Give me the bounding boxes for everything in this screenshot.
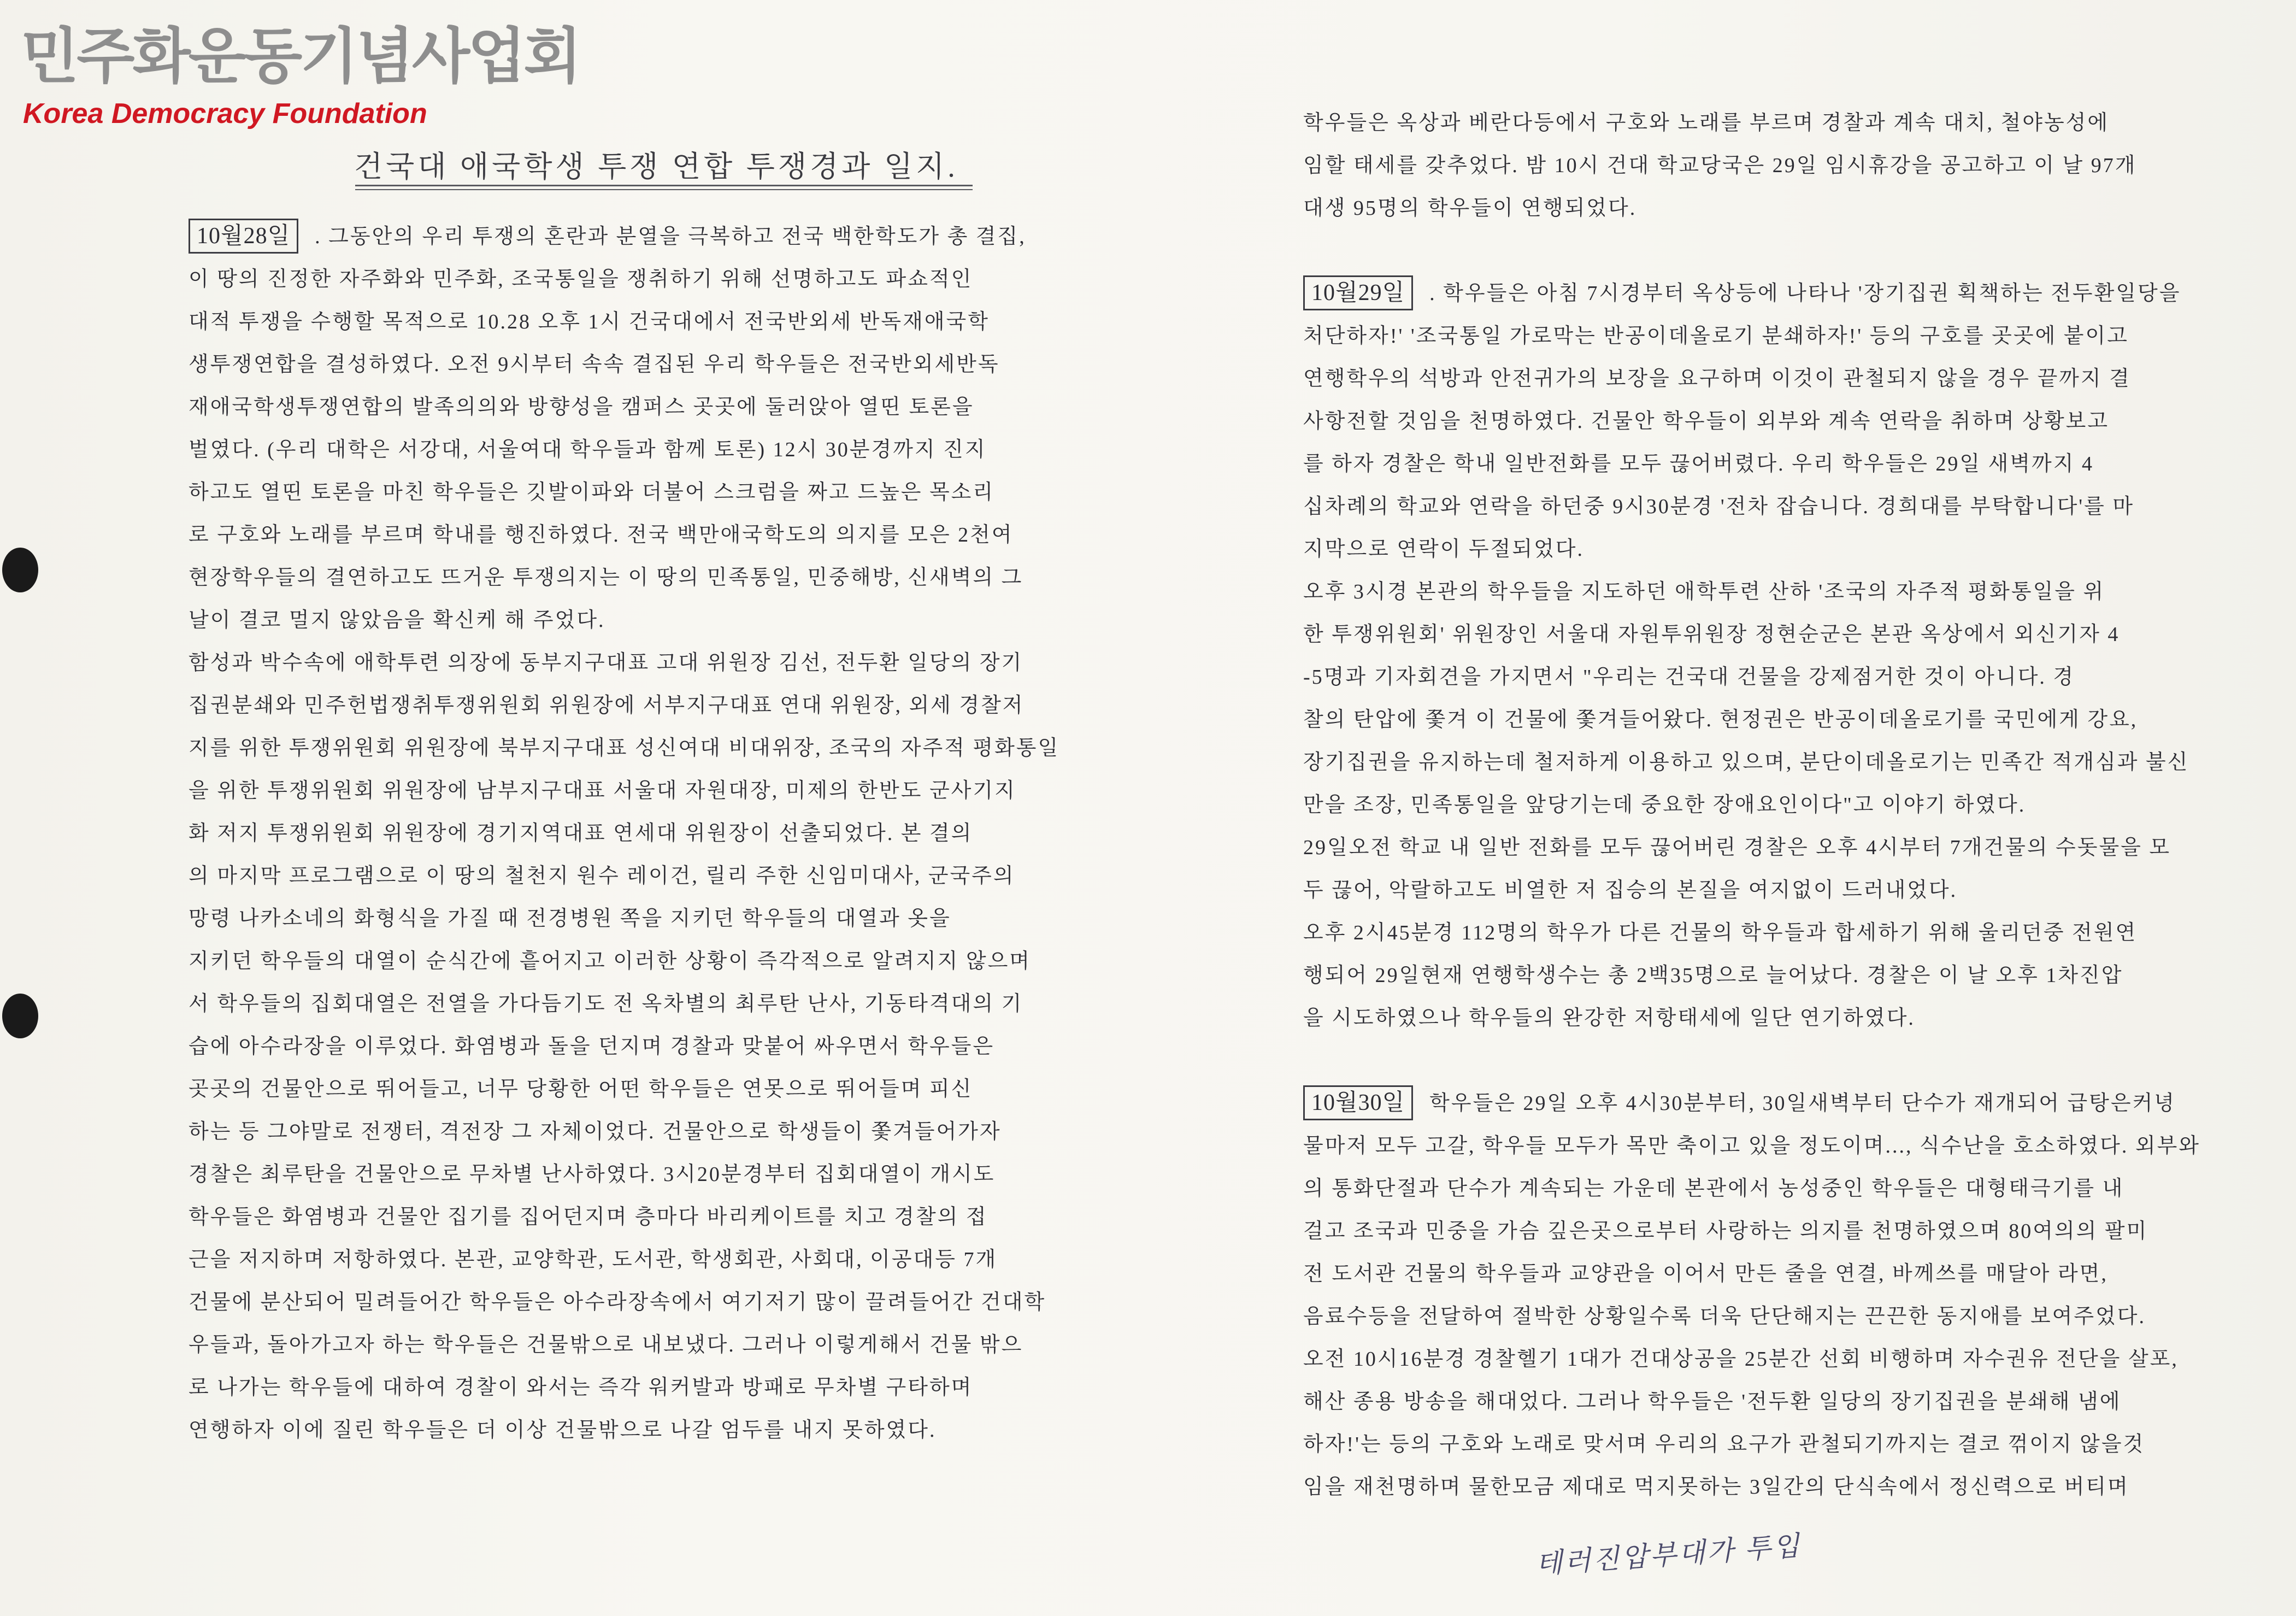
line-text: 생투쟁연합을 결성하였다. 오전 9시부터 속속 결집된 우리 학우들은 전국반외세반독 <box>189 353 1000 376</box>
text-line <box>189 471 1167 514</box>
text-line <box>1303 1423 2281 1466</box>
text-line <box>189 1238 1167 1281</box>
line-text: . 학우들은 아침 7시경부터 옥상등에 나타나 '장기집권 획책하는 전두환일당을 <box>1429 282 2181 305</box>
text-line <box>1303 826 2281 869</box>
line-text: 물마저 모두 고갈, 학우들 모두가 목만 축이고 있을 정도이며..., 식수난을 호소하였다. 외부와 <box>1303 1135 2200 1157</box>
line-text: 오후 3시경 본관의 학우들을 지도하던 애학투련 산하 '조국의 자주적 평화통일을 위 <box>1303 580 2105 603</box>
line-text: 을 시도하였으나 학우들의 완강한 저항태세에 일단 연기하였다. <box>1303 1007 1915 1030</box>
line-text: 망령 나카소네의 화형식을 가질 때 전경병원 쪽을 지키던 학우들의 대열과 옷을 <box>189 907 951 930</box>
line-text: 곳곳의 건물안으로 뛰어들고, 너무 당황한 어떤 학우들은 연못으로 뛰어들며 피신 <box>189 1078 973 1101</box>
text-line <box>1303 656 2281 698</box>
text-line <box>1303 102 2281 144</box>
text-line <box>1303 528 2281 571</box>
line-text: 학우들은 옥상과 베란다등에서 구호와 노래를 부르며 경찰과 계속 대치, 철야농성에 <box>1303 111 2110 134</box>
text-line <box>1303 1253 2281 1295</box>
text-line <box>1303 315 2281 357</box>
date-box: 10월28일 <box>189 219 298 254</box>
line-text: 하는 등 그야말로 전쟁터, 격전장 그 자체이었다. 건물안으로 학생들이 쫓겨들어가자 <box>189 1120 1002 1143</box>
line-text: 연행하자 이에 질린 학우들은 더 이상 건물밖으로 나갈 엄두를 내지 못하였다. <box>189 1419 937 1442</box>
text-line <box>1303 1210 2281 1253</box>
foundation-logo-korean: 민주화운동기념사업회 <box>21 21 580 91</box>
binder-hole <box>2 548 38 592</box>
text-line <box>189 642 1167 684</box>
line-text: 서 학우들의 집회대열은 전열을 가다듬기도 전 옥차별의 최루탄 난사, 기동타격대의 기 <box>189 992 1023 1015</box>
line-text: 사항전할 것임을 천명하였다. 건물안 학우들이 외부와 계속 연락을 취하며 상황보고 <box>1303 410 2110 433</box>
date-box: 10월30일 <box>1303 1085 1413 1120</box>
handwritten-annotation: 테러진압부대가 투입 <box>1534 1530 1803 1579</box>
text-line <box>1303 571 2281 613</box>
line-text: 건물에 분산되어 밀려들어간 학우들은 아수라장속에서 여기저기 많이 끌려들어간 건대학 <box>189 1291 1046 1314</box>
line-text: 대생 95명의 학우들이 연행되었다. <box>1303 197 1637 220</box>
text-line <box>1303 613 2281 656</box>
line-text: 현장학우들의 결연하고도 뜨거운 투쟁의지는 이 땅의 민족통일, 민중해방, 신새벽의 그 <box>189 566 1023 589</box>
text-line <box>1303 187 2281 230</box>
text-line <box>1303 485 2281 528</box>
line-text: 지키던 학우들의 대열이 순식간에 흩어지고 이러한 상황이 즉각적으로 알려지지 않으며 <box>189 950 1031 973</box>
left-column <box>189 215 1167 1452</box>
document-title: 건국대 애국학생 투쟁 연합 투쟁경과 일지. <box>354 150 958 183</box>
text-line <box>1303 784 2281 826</box>
line-text: 재애국학생투쟁연합의 발족의의와 방향성을 캠퍼스 곳곳에 둘러앉아 열띤 토론을 <box>189 396 974 419</box>
text-line <box>1303 954 2281 997</box>
text-line <box>189 1281 1167 1324</box>
line-text: 장기집권을 유지하는데 철저하게 이용하고 있으며, 분단이데올로기는 민족간 적개심과 불신 <box>1303 751 2189 774</box>
line-text: 습에 아수라장을 이루었다. 화염병과 돌을 던지며 경찰과 맞붙어 싸우면서 학우들은 <box>189 1035 995 1058</box>
line-text: 이 땅의 진정한 자주화와 민주화, 조국통일을 쟁취하기 위해 선명하고도 파쇼적인 <box>189 268 973 291</box>
line-text: 연행학우의 석방과 안전귀가의 보장을 요구하며 이것이 관철되지 않을 경우 끝까지 결 <box>1303 367 2131 390</box>
text-line <box>189 855 1167 897</box>
line-text: 함성과 박수속에 애학투련 의장에 동부지구대표 고대 위원장 김선, 전두환 일당의 장기 <box>189 651 1023 674</box>
text-line <box>189 1409 1167 1452</box>
text-line <box>189 343 1167 386</box>
text-line <box>1303 741 2281 784</box>
line-text: 를 하자 경찰은 학내 일반전화를 모두 끊어버렸다. 우리 학우들은 29일 새벽까지 4 <box>1303 453 2094 475</box>
text-line <box>189 258 1167 301</box>
line-text: 학우들은 화염병과 건물안 집기를 집어던지며 층마다 바리케이트를 치고 경찰의 접 <box>189 1206 988 1229</box>
text-line <box>189 1110 1167 1153</box>
text-line <box>189 1025 1167 1068</box>
line-text: . 그동안의 우리 투쟁의 혼란과 분열을 극복하고 전국 백한학도가 총 결집, <box>315 225 1026 248</box>
line-text: 찰의 탄압에 쫓겨 이 건물에 쫓겨들어왔다. 현정권은 반공이데올로기를 국민에게 강요, <box>1303 708 2138 731</box>
text-line <box>1303 1466 2281 1508</box>
text-line <box>1303 1082 2281 1125</box>
text-line <box>189 1366 1167 1409</box>
line-text: 벌였다. (우리 대학은 서강대, 서울여대 학우들과 함께 토론) 12시 30분경까지 진지 <box>189 438 987 461</box>
line-text: 음료수등을 전달하여 절박한 상황일수록 더욱 단단해지는 끈끈한 동지애를 보여주었다. <box>1303 1305 2146 1328</box>
text-line <box>189 769 1167 812</box>
text-line <box>189 599 1167 642</box>
line-text: 날이 결코 멀지 않았음을 확신케 해 주었다. <box>189 609 605 632</box>
line-text: 한 투쟁위원회' 위원장인 서울대 자원투위원장 정현순군은 본관 옥상에서 외신기자 4 <box>1303 623 2120 646</box>
text-line <box>189 940 1167 983</box>
title-underline <box>355 189 973 190</box>
line-text: 하고도 열띤 토론을 마친 학우들은 깃발이파와 더불어 스크럼을 짜고 드높은 목소리 <box>189 481 995 504</box>
text-line <box>189 1153 1167 1196</box>
line-text: 걸고 조국과 민중을 가슴 깊은곳으로부터 사랑하는 의지를 천명하였으며 80여의의 팔미 <box>1303 1220 2148 1243</box>
line-text: 의 통화단절과 단수가 계속되는 가운데 본관에서 농성중인 학우들은 대형태극기를 내 <box>1303 1177 2124 1200</box>
text-line <box>1303 912 2281 954</box>
line-text: 두 끊어, 악랄하고도 비열한 저 집승의 본질을 여지없이 드러내었다. <box>1303 879 1958 902</box>
text-line <box>1303 1167 2281 1210</box>
text-line <box>189 301 1167 343</box>
line-text: 행되어 29일현재 연행학생수는 총 2백35명으로 늘어났다. 경찰은 이 날 오후 1차진압 <box>1303 964 2123 987</box>
right-column <box>1303 102 2281 1508</box>
title-underline <box>355 185 973 186</box>
text-line <box>1303 400 2281 443</box>
text-line <box>189 812 1167 855</box>
text-line <box>189 983 1167 1025</box>
text-line <box>1303 1380 2281 1423</box>
text-line <box>189 684 1167 727</box>
text-line <box>1303 144 2281 187</box>
text-line <box>1303 1295 2281 1338</box>
line-text: 처단하자!' '조국통일 가로막는 반공이데올로기 분쇄하자!' 등의 구호를 곳곳에 붙이고 <box>1303 325 2129 348</box>
text-line <box>189 1068 1167 1110</box>
line-text: 전 도서관 건물의 학우들과 교양관을 이어서 만든 줄을 연결, 바께쓰를 매달아 라면, <box>1303 1262 2108 1285</box>
line-text: 로 나가는 학우들에 대하여 경찰이 와서는 즉각 워커발과 방패로 무차별 구타하며 <box>189 1376 973 1399</box>
text-line <box>1303 997 2281 1039</box>
text-line <box>189 386 1167 428</box>
line-text: 임을 재천명하며 물한모금 제대로 먹지못하는 3일간의 단식속에서 정신력으로 버티며 <box>1303 1476 2129 1499</box>
line-text: 십차례의 학교와 연락을 하던중 9시30분경 '전차 잡습니다. 경희대를 부탁합니다'를 마 <box>1303 495 2135 518</box>
line-text: 오전 10시16분경 경찰헬기 1대가 건대상공을 25분간 선회 비행하며 자수권유 전단을 살포, <box>1303 1348 2179 1371</box>
line-text: 의 마지막 프로그램으로 이 땅의 철천지 원수 레이건, 릴리 주한 신임미대사, 군국주의 <box>189 865 1015 888</box>
text-line <box>189 514 1167 556</box>
foundation-logo-english: Korea Democracy Foundation <box>23 98 427 130</box>
line-text: 집권분쇄와 민주헌법쟁취투쟁위원회 위원장에 서부지구대표 연대 위원장, 외세 경찰저 <box>189 694 1025 717</box>
text-line <box>1303 1338 2281 1380</box>
date-box: 10월29일 <box>1303 275 1413 310</box>
line-text: 만을 조장, 민족통일을 앞당기는데 중요한 장애요인이다"고 이야기 하였다. <box>1303 794 2026 816</box>
line-text: 경찰은 최루탄을 건물안으로 무차별 난사하였다. 3시20분경부터 집회대열이 개시도 <box>189 1163 996 1186</box>
binder-hole <box>2 994 38 1038</box>
line-text: 근을 저지하며 저항하였다. 본관, 교양학관, 도서관, 학생회관, 사회대, 이공대등 7개 <box>189 1248 998 1271</box>
text-line <box>1303 1125 2281 1167</box>
line-text: 지막으로 연락이 두절되었다. <box>1303 538 1584 561</box>
text-line <box>1303 443 2281 485</box>
line-text: -5명과 기자회견을 가지면서 "우리는 건국대 건물을 강제점거한 것이 아니다. 경 <box>1303 666 2075 689</box>
line-text: 대적 투쟁을 수행할 목적으로 10.28 오후 1시 건국대에서 전국반외세 반독재애국학 <box>189 310 990 333</box>
line-text: 임할 태세를 갖추었다. 밤 10시 건대 학교당국은 29일 임시휴강을 공고하고 이 날 97개 <box>1303 154 2137 177</box>
text-line <box>1303 698 2281 741</box>
text-line <box>189 727 1167 769</box>
text-line <box>1303 1039 2281 1082</box>
line-text: 29일오전 학교 내 일반 전화를 모두 끊어버린 경찰은 오후 4시부터 7개건물의 수돗물을 모 <box>1303 836 2171 859</box>
line-text: 우들과, 돌아가고자 하는 학우들은 건물밖으로 내보냈다. 그러나 이렇게해서 건물 밖으 <box>189 1333 1023 1356</box>
text-line <box>1303 272 2281 315</box>
text-line <box>1303 230 2281 272</box>
line-text: 학우들은 29일 오후 4시30분부터, 30일새벽부터 단수가 재개되어 급탕은커녕 <box>1429 1092 2176 1115</box>
text-line <box>189 1324 1167 1366</box>
text-line <box>1303 357 2281 400</box>
line-text: 화 저지 투쟁위원회 위원장에 경기지역대표 연세대 위원장이 선출되었다. 본 결의 <box>189 822 973 845</box>
line-text: 해산 종용 방송을 해대었다. 그러나 학우들은 '전두환 일당의 장기집권을 분쇄해 냄에 <box>1303 1390 2122 1413</box>
line-text: 하자!'는 등의 구호와 노래로 맞서며 우리의 요구가 관철되기까지는 결코 꺾이지 않을것 <box>1303 1433 2145 1456</box>
line-text: 지를 위한 투쟁위원회 위원장에 북부지구대표 성신여대 비대위장, 조국의 자주적 평화통일 <box>189 737 1060 760</box>
text-line <box>189 215 1167 258</box>
text-line <box>189 556 1167 599</box>
line-text: 오후 2시45분경 112명의 학우가 다른 건물의 학우들과 합세하기 위해 울리던중 전원연 <box>1303 921 2138 944</box>
text-line <box>189 428 1167 471</box>
text-line <box>1303 869 2281 912</box>
text-line <box>189 1196 1167 1238</box>
line-text: 로 구호와 노래를 부르며 학내를 행진하였다. 전국 백만애국학도의 의지를 모은 2천여 <box>189 524 1014 546</box>
text-line <box>189 897 1167 940</box>
line-text: 을 위한 투쟁위원회 위원장에 남부지구대표 서울대 자원대장, 미제의 한반도 군사기지 <box>189 779 1016 802</box>
